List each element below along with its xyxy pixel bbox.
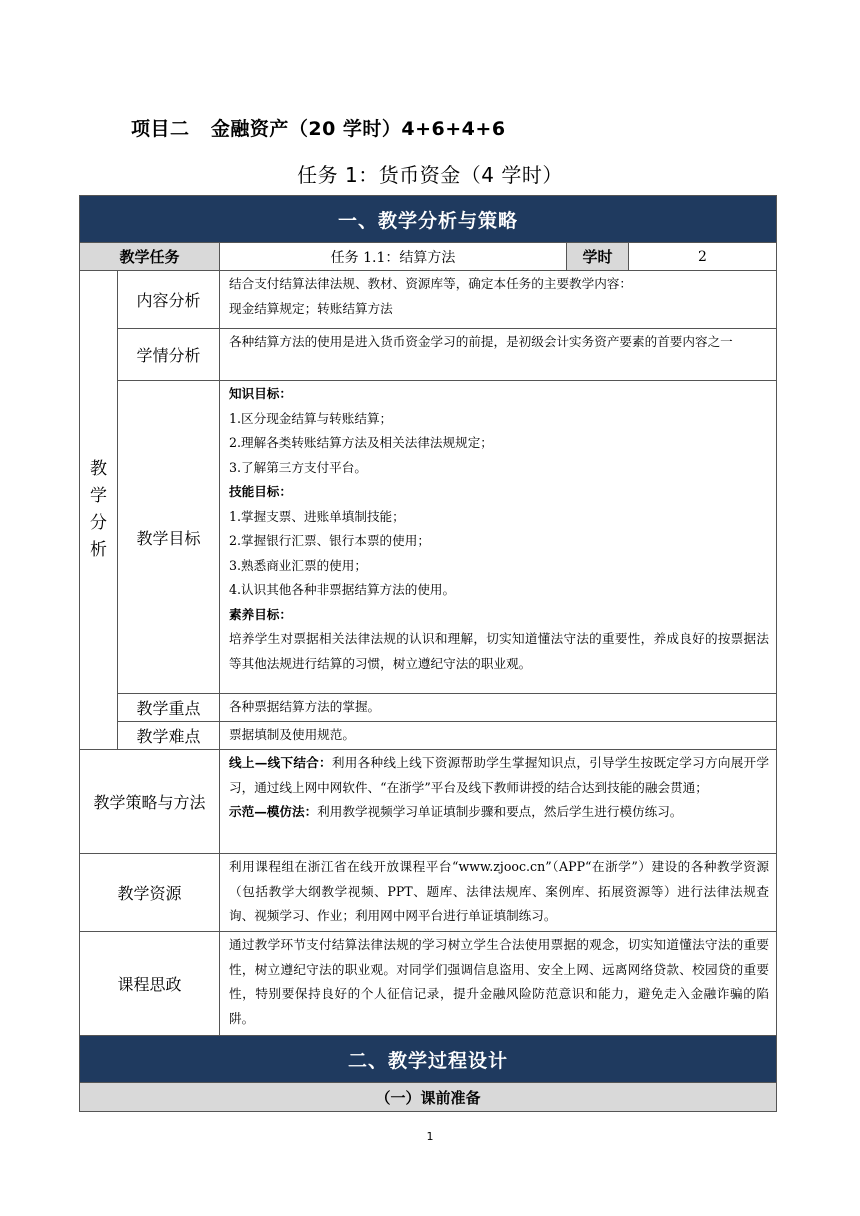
- key-points-text: 各种票据结算方法的掌握。: [220, 694, 777, 722]
- skill-item: 1.掌握支票、进账单填制技能；: [229, 508, 405, 524]
- content-analysis-label: 内容分析: [118, 271, 220, 329]
- strategy-text: [220, 750, 777, 854]
- section-banner-process: 二、教学过程设计: [80, 1036, 777, 1083]
- group-char: 分: [90, 513, 107, 533]
- strategy-item1-heading: 线上—线下结合：: [229, 755, 332, 770]
- skill-item: 4.认识其他各种非票据结算方法的使用。: [229, 582, 456, 597]
- skill-item: 3.熟悉商业汇票的使用；: [229, 557, 367, 573]
- page-number: 1: [426, 1130, 434, 1143]
- section-banner-analysis: 一、教学分析与策略: [80, 196, 777, 243]
- knowledge-item: 2.理解各类转账结算方法及相关法律法规规定；: [229, 435, 493, 450]
- group-char: 析: [90, 540, 107, 560]
- text-line: 现金结算规定；转账结算方法: [229, 300, 393, 316]
- lesson-plan-table: [79, 195, 777, 1112]
- task-label: 教学任务: [80, 243, 220, 271]
- key-points-label: 教学重点: [118, 694, 220, 722]
- knowledge-item: 3.了解第三方支付平台。: [229, 459, 367, 475]
- learner-analysis-label: 学情分析: [118, 329, 220, 381]
- group-char: 学: [90, 486, 107, 506]
- task-value: 任务 1.1：结算方法: [220, 243, 567, 271]
- strategy-item2-text: 利用教学视频学习单证填制步骤和要点，然后学生进行模仿练习。: [317, 804, 683, 819]
- skill-heading: 技能目标：: [229, 484, 292, 499]
- resources-label: 教学资源: [80, 854, 220, 932]
- difficult-points-text: 票据填制及使用规范。: [220, 722, 777, 750]
- pre-class-heading: （一）课前准备: [80, 1083, 777, 1112]
- hours-value: 2: [629, 243, 777, 271]
- ideology-text: 通过教学环节支付结算法律法规的学习树立学生合法使用票据的观念，切实知道懂法守法的重要性，树立遵纪守法的职业观。对同学们强调信息盗用、安全上网、远离网络贷款、校园贷的重要性，特别要保持良好的个人征信记录，提升金融风险防范意识和能力，避免走入金融诈骗的陷阱。: [220, 932, 777, 1036]
- objectives-label: 教学目标: [118, 381, 220, 694]
- knowledge-heading: 知识目标：: [229, 386, 292, 401]
- text-line: 结合支付结算法律法规、教材、资源库等，确定本任务的主要教学内容：: [229, 276, 632, 291]
- difficult-points-label: 教学难点: [118, 722, 220, 750]
- quality-text: 培养学生对票据相关法律法规的认识和理解，切实知道懂法守法的重要性，养成良好的按票据法等其他法规进行结算的习惯，树立遵纪守法的职业观。: [229, 631, 769, 671]
- objectives-text: [220, 381, 777, 694]
- analysis-group-label: [80, 271, 118, 750]
- learner-analysis-text: 各种结算方法的使用是进入货币资金学习的前提，是初级会计实务资产要素的首要内容之一: [220, 329, 777, 381]
- resources-text: 利用课程组在浙江省在线开放课程平台“www.zjooc.cn”（APP“在浙学”）建设的各种教学资源（包括教学大纲教学视频、PPT、题库、法律法规库、案例库、拓展资源等）进行法律法规查询、视频学习、作业；利用网中网平台进行单证填制练习。: [220, 854, 777, 932]
- strategy-label: 教学策略与方法: [80, 750, 220, 854]
- group-char: 教: [90, 459, 107, 479]
- strategy-item2-heading: 示范—模仿法：: [229, 804, 318, 819]
- skill-item: 2.掌握银行汇票、银行本票的使用；: [229, 533, 430, 548]
- hours-label: 学时: [567, 243, 629, 271]
- ideology-label: 课程思政: [80, 932, 220, 1036]
- project-title: 项目二 金融资产（20 学时）4+6+4+6: [131, 118, 506, 140]
- strategy-item1-text: 利用各种线上线下资源帮助学生掌握知识点，引导学生按既定学习方向展开学习，通过线上网中网软件、“在浙学”平台及线下教师讲授的结合达到技能的融会贯通；: [229, 755, 770, 795]
- task-title: 任务 1：货币资金（4 学时）: [297, 163, 563, 187]
- content-analysis-text: [220, 271, 777, 329]
- quality-heading: 素养目标：: [229, 606, 292, 622]
- knowledge-item: 1.区分现金结算与转账结算；: [229, 410, 393, 426]
